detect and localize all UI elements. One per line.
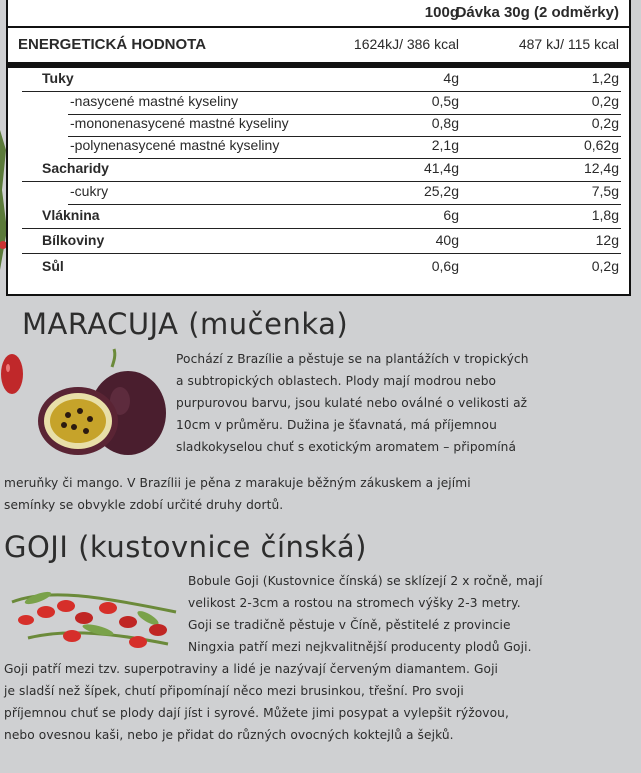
text-line: Bobule Goji (Kustovnice čínská) se sklízejí 2 x ročně, mají [188,574,543,588]
text-line: Goji patří mezi tzv. superpotraviny a lidé je nazývají červeným diamantem. Goji [4,662,499,676]
text-line: sladkokyselou chuť s exotickým aromatem – připomíná [176,440,517,454]
row-100g: 4g [443,70,459,86]
text-line: semínky se obvykle zdobí určité druhy dortů. [4,498,284,512]
text-line: velikost 2-3cm a rostou na stromech výšky 2-3 metry. [188,596,521,610]
text-line: purpurovou barvu, jsou kulaté nebo oválné o velikosti až [176,396,528,410]
table-row [8,115,629,137]
berry-decoration [0,350,28,400]
maracuja-heading: MARACUJA (mučenka) [22,307,349,341]
row-label: -mononenasycené mastné kyseliny [70,115,289,131]
table-row [8,93,629,115]
text-line: je sladší než šípek, chutí připomínají něco mezi brusinkou, třešní. Pro svoji [4,684,464,698]
table-row [8,183,629,205]
row-serving: 1,8g [591,207,619,223]
row-label: Sůl [42,258,64,274]
text-line: a subtropických oblastech. Plody mají modrou nebo [176,374,497,388]
row-serving: 0,62g [583,137,619,153]
row-100g: 2,1g [431,137,459,153]
row-label: Sacharidy [42,160,109,176]
text-line: Goji se tradičně pěstuje v Číně, pěstitelé z provincie [188,618,511,632]
row-serving: 12g [595,232,619,248]
text-line: příjemnou chuť se plody dají jíst i syrové. Můžete jimi posypat a vylepšit rýžovou, [4,706,509,720]
row-serving: 12,4g [583,160,619,176]
row-label: -nasycené mastné kyseliny [70,93,239,109]
row-100g: 41,4g [423,160,459,176]
row-100g: 0,6g [431,258,459,274]
table-row [8,258,629,280]
table-row [8,137,629,159]
energy-serving: 487 kJ/ 115 kcal [518,36,619,52]
maracuja-text-bottom [4,472,636,516]
row-serving: 7,5g [591,183,619,199]
goji-berries-illustration [8,578,180,658]
header-100g: 100g [424,4,459,21]
goji-text-top [188,570,634,658]
row-label: -cukry [70,183,109,199]
row-label: Vláknina [42,207,100,223]
table-row [8,70,629,92]
text-line: meruňky či mango. V Brazílii je pěna z marakuje běžným zákuskem a jejími [4,476,471,490]
text-line: Pochází z Brazílie a pěstuje se na plantážích v tropických [176,352,529,366]
row-100g: 25,2g [423,183,459,199]
row-label: Tuky [42,70,74,86]
maracuja-text-top [176,348,632,458]
energy-100g: 1624kJ/ 386 kcal [353,36,459,52]
goji-heading: GOJI (kustovnice čínská) [4,530,367,564]
text-line: 10cm v průměru. Dužina je šťavnatá, má příjemnou [176,418,497,432]
text-line: nebo ovesnou kaši, nebo je přidat do různých ovocných koktejlů a šejků. [4,728,454,742]
table-header [8,4,629,28]
row-label: Bílkoviny [42,232,105,248]
row-100g: 0,5g [431,93,459,109]
row-serving: 1,2g [591,70,619,86]
table-row [8,232,629,254]
passion-fruit-illustration [36,345,168,463]
row-100g: 6g [443,207,459,223]
row-serving: 0,2g [591,93,619,109]
goji-text-bottom [4,658,636,746]
energy-label: ENERGETICKÁ HODNOTA [18,36,207,53]
table-row [8,207,629,229]
row-label: -polynenasycené mastné kyseliny [70,137,280,153]
row-100g: 0,8g [431,115,459,131]
row-100g: 40g [435,232,459,248]
row-serving: 0,2g [591,258,619,274]
row-serving: 0,2g [591,115,619,131]
energy-row [8,36,629,68]
nutrition-table [6,0,631,296]
header-serving: Dávka 30g (2 odměrky) [455,4,619,21]
table-row [8,160,629,182]
text-line: Ningxia patří mezi nejkvalitnější producenty plodů Goji. [188,640,532,654]
